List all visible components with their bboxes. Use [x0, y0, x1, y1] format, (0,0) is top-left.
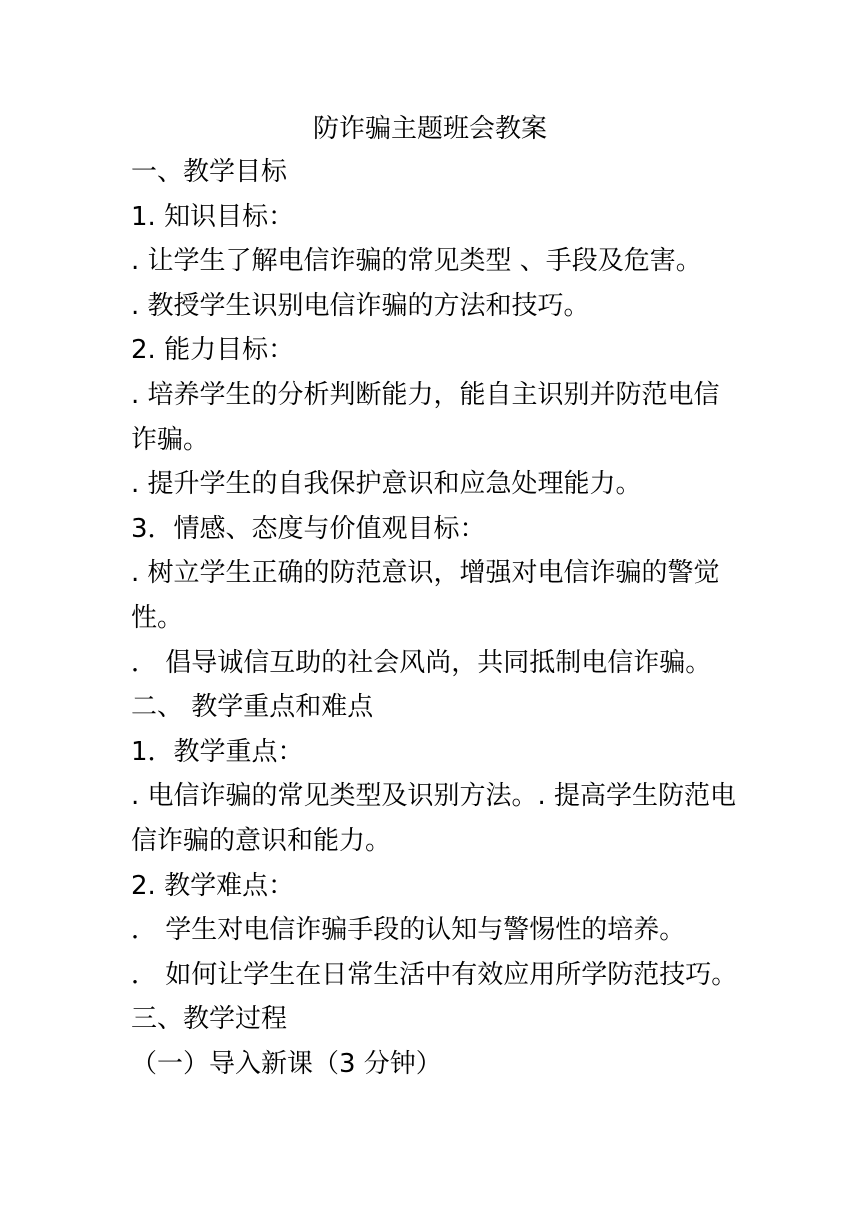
list-item-continuation: 性。: [131, 602, 184, 633]
list-item: ． 学生对电信诈骗手段的认知与警惕性的培养。: [131, 915, 686, 946]
list-item-continuation: 诈骗。: [131, 424, 210, 455]
list-item: . 电信诈骗的常见类型及识别方法。. 提高学生防范电: [131, 781, 737, 812]
heading-key-points: 二、 教学重点和难点: [131, 692, 374, 723]
list-item: ． 倡导诚信互助的社会风尚，共同抵制电信诈骗。: [131, 647, 712, 678]
list-item: ． 如何让学生在日常生活中有效应用所学防范技巧。: [131, 959, 738, 990]
list-item: . 培养学生的分析判断能力，能自主识别并防范电信: [131, 379, 720, 410]
subheading-teaching-focus: 1．教学重点：: [131, 736, 304, 767]
document-title: 防诈骗主题班会教案: [312, 114, 547, 144]
heading-teaching-process: 三、教学过程: [131, 1004, 288, 1035]
list-item: . 让学生了解电信诈骗的常见类型 、手段及危害。: [131, 246, 702, 277]
subheading-knowledge-goals: 1. 知识目标：: [131, 201, 295, 232]
list-item: . 教授学生识别电信诈骗的方法和技巧。: [131, 290, 590, 321]
document-body: [131, 150, 751, 1086]
subheading-emotion-goals: 3．情感、态度与价值观目标：: [131, 513, 486, 544]
list-item-continuation: 信诈骗的意识和能力。: [131, 825, 392, 856]
subheading-intro: （一）导入新课（3 分钟）: [131, 1048, 442, 1079]
heading-teaching-goals: 一、教学目标: [131, 157, 288, 187]
subheading-ability-goals: 2. 能力目标：: [131, 335, 295, 366]
list-item: . 树立学生正确的防范意识，增强对电信诈骗的警觉: [131, 558, 720, 589]
subheading-teaching-difficulty: 2. 教学难点：: [131, 870, 295, 901]
list-item: . 提升学生的自我保护意识和应急处理能力。: [131, 469, 642, 500]
